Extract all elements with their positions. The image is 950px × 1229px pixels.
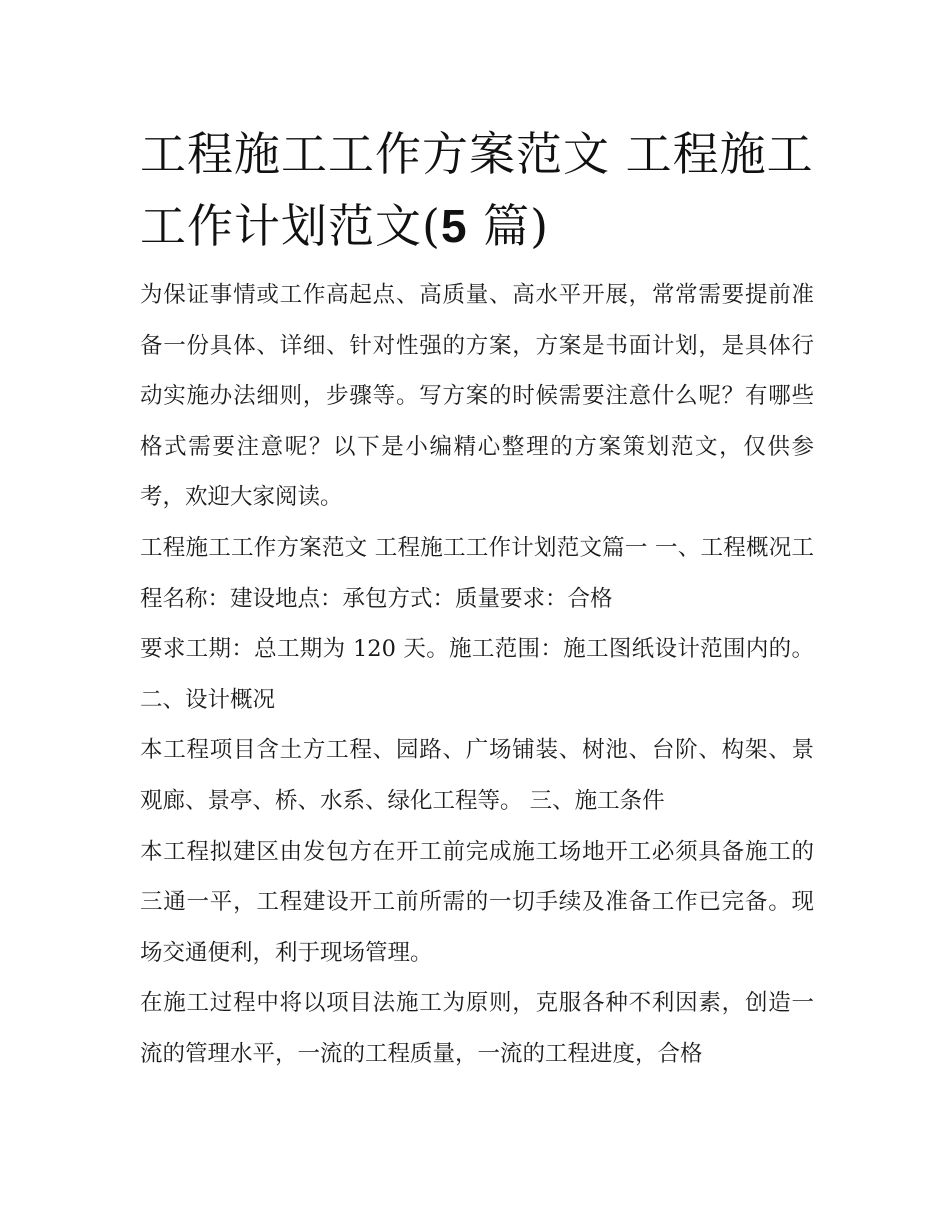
document-title bbox=[140, 118, 814, 262]
paragraph-site-conditions: 本工程拟建区由发包方在开工前完成施工场地开工必须具备施工的三通一平，工程建设开工前所需的一切手续及准备工作已完备。现场交通便利，利于现场管理。 bbox=[140, 838, 814, 966]
title-text-part2: 篇) bbox=[467, 199, 550, 253]
title-text-part1: 工程施工工作方案范文 工程施工工作计划范文( bbox=[140, 127, 814, 253]
paragraph-schedule: 要求工期：总工期为 120 天。施工范围：施工图纸设计范围内的。 二、设计概况 bbox=[140, 636, 814, 713]
paragraph-intro: 为保证事情或工作高起点、高质量、高水平开展，常常需要提前准备一份具体、详细、针对性强的方案，方案是书面计划，是具体行动实施办法细则，步骤等。写方案的时候需要注意什么呢？有哪些格式需要注意呢？以下是小编精心整理的方案策划范文，仅供参考，欢迎大家阅读。 bbox=[140, 282, 814, 511]
title-spacer bbox=[140, 262, 814, 270]
title-number: 5 bbox=[440, 200, 468, 252]
document-page bbox=[140, 118, 814, 1080]
paragraph-principles: 在施工过程中将以项目法施工为原则，克服各种不利因素，创造一流的管理水平，一流的工程质量，一流的工程进度，合格 bbox=[140, 990, 814, 1067]
paragraph-design-overview: 本工程项目含土方工程、园路、广场铺装、树池、台阶、构架、景观廊、景亭、桥、水系、绿化工程等。 三、施工条件 bbox=[140, 737, 814, 814]
paragraph-project-overview: 工程施工工作方案范文 工程施工工作计划范文篇一 一、工程概况工程名称：建设地点：承包方式：质量要求：合格 bbox=[140, 534, 814, 612]
